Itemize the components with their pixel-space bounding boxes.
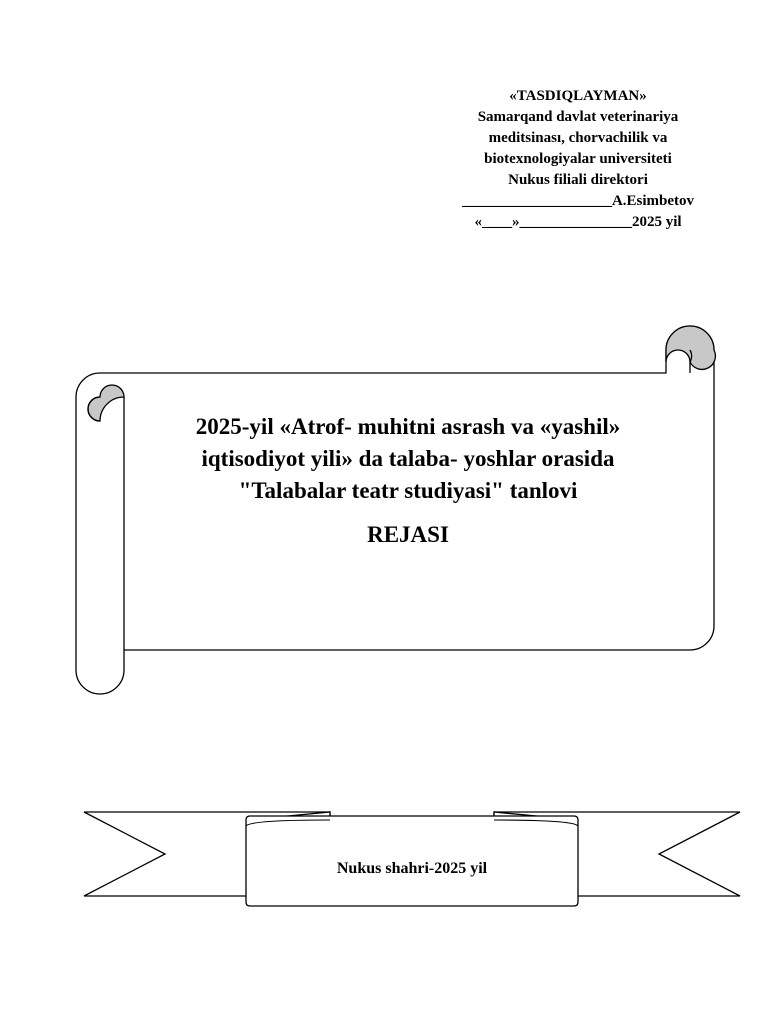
approval-date-line: «____»_______________2025 yil — [474, 214, 682, 230]
title-line-3: "Talabalar teatr studiyasi" tanlovi — [238, 478, 578, 503]
approval-line-1: Samarqand davlat veterinariya — [477, 109, 679, 125]
approval-line-4: Nukus filiali direktori — [508, 172, 648, 188]
title-line-1: 2025-yil «Atrof- muhitni asrash va «yashil» — [195, 414, 621, 439]
approval-line-3: biotexnologiyalar universiteti — [484, 151, 672, 167]
approval-heading: «TASDIQLAYMAN» — [509, 88, 647, 104]
document-subtitle: REJASI — [367, 522, 449, 547]
ribbon-place-date: Nukus shahri-2025 yil — [336, 860, 488, 877]
title-line-2: iqtisodiyot yili» da talaba- yoshlar orasida — [201, 446, 615, 471]
approval-line-2: meditsinası, chorvachilik va — [488, 130, 668, 146]
approval-signature-line: ____________________A.Esimbetov — [461, 193, 695, 209]
